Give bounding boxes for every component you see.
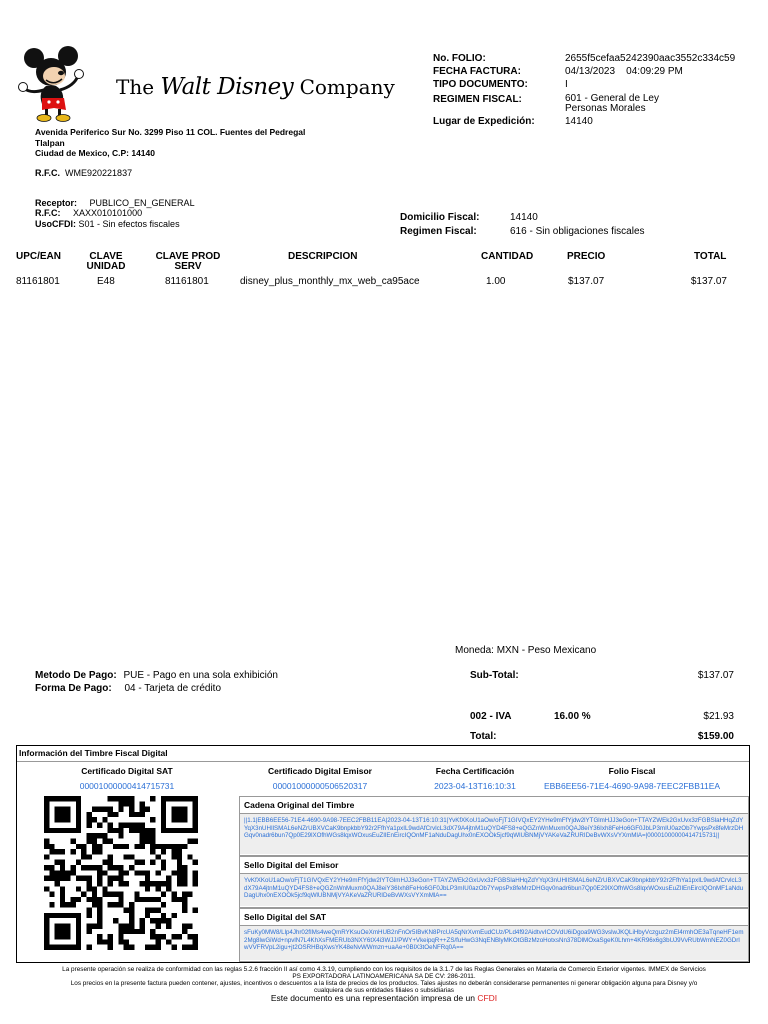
cert-emisor-value: 00001000000506520317 [272, 781, 368, 791]
sello-emisor-box [239, 856, 749, 908]
subtotal-value: $137.07 [697, 670, 734, 681]
fecha-cert-value: 2023-04-13T16:10:31 [434, 781, 516, 791]
regimen-receptor-value: 616 - Sin obligaciones fiscales [510, 226, 645, 237]
col-descripcion-header: DESCRIPCION [288, 251, 358, 262]
company-rfc: R.F.C. WME920221837 [35, 168, 133, 178]
uso-cfdi: UsoCFDI: S01 - Sin efectos fiscales [35, 219, 180, 229]
fecha-cert-label: Fecha Certificación [435, 766, 515, 776]
lugar-expedicion-value: 14140 [565, 116, 593, 127]
moneda: Moneda: MXN - Peso Mexicano [455, 645, 597, 656]
footer-line5: Este documento es una representación impresa de un CFDI [270, 993, 498, 1003]
qr-code-icon [44, 796, 198, 950]
sello-emisor-label: Sello Digital del Emisor [240, 857, 748, 874]
cadena-original-box [239, 796, 749, 856]
col-total-header: TOTAL [694, 251, 727, 262]
cert-emisor-label: Certificado Digital Emisor [268, 766, 372, 776]
iva-rate: 16.00 % [554, 711, 591, 722]
folio-value: 2655f5cefaa5242390aac3552c334c59 [565, 53, 736, 64]
footer-line2: PS EXPORTADORA LATINOAMERICANA SA DE CV: 286-2011. [292, 973, 476, 980]
row-total: $137.07 [690, 276, 727, 287]
folio-fiscal-value: EBB6EE56-71E4-4690-9A98-7EEC2FBB11EA [543, 781, 721, 791]
company-address-line3: Ciudad de Mexico, C.P: 14140 [35, 148, 155, 158]
row-upc: 81161801 [16, 276, 60, 287]
regimen-fiscal-label: REGIMEN FISCAL: [433, 94, 522, 105]
col-clave-unidad-header: CLAVE UNIDAD [86, 251, 126, 272]
fecha-label: FECHA FACTURA: [433, 66, 521, 77]
total-label: Total: [470, 731, 497, 742]
tipo-documento-label: TIPO DOCUMENTO: [433, 79, 528, 90]
row-cantidad: 1.00 [486, 276, 506, 287]
cadena-original-value: ||1.1|EBB6EE56-71E4-4690-9A98-7EEC2FBB11EA|2023-04-13T16:10:31|YvKfXKoU1aOw/oFjT1GIVQxEY2YHe9mFfYjdw2lYTGlmHJJ3eGon+TTAYZWEk2GxUvx3zFGBSlaHHqZdYYqX3nUHIlSMAL6eNZrUBXVCaK9bnpkbbY92r2FfhYa1pxIL9wdAfCrvlcL3dX79A4jtnM1uQYD4FS8+eQGZnWnMuxm0QAJ8eiY36Ixh8FeHo6GF0JbLP3mIU0azOb7YwpsPx8feMrzDHGqv0nadr6bun7Qp0E29lXOfhWGs8lqxWOxusEuZIlEnEircIQOnMF1aNduDagUhx0nEXOOk5jcf9qWlUBNMjVYAKeVaZRURIDeBvWXsVYXmMlA=|00001000000414715731|| [240, 814, 748, 854]
regimen-fiscal-value: 601 - General de Ley Personas Morales [565, 93, 659, 114]
mickey-icon [16, 46, 108, 124]
folio-fiscal-label: Folio Fiscal [608, 766, 656, 776]
timbre-fiscal-section [16, 745, 750, 963]
row-precio: $137.07 [568, 276, 605, 287]
cert-sat-label: Certificado Digital SAT [81, 766, 173, 776]
timbre-title: Información del Timbre Fiscal Digital [19, 748, 168, 758]
forma-pago: Forma De Pago: 04 - Tarjeta de crédito [35, 683, 222, 694]
sello-sat-box [239, 908, 749, 962]
tipo-documento-value: I [565, 79, 568, 90]
total-value: $159.00 [697, 731, 734, 742]
company-address-line1: Avenida Periferico Sur No. 3299 Piso 11 COL. Fuentes del Pedregal [35, 127, 306, 137]
sello-sat-label: Sello Digital del SAT [240, 909, 748, 926]
cfdi-link[interactable]: CFDI [477, 993, 498, 1003]
footer-line4: cualquiera de sus entidades filiales o subsidiarias [314, 987, 454, 994]
company-logo [16, 46, 395, 124]
row-descripcion: disney_plus_monthly_mx_web_ca95ace [240, 276, 420, 287]
cadena-original-label: Cadena Original del Timbre [240, 797, 748, 814]
metodo-pago: Metodo De Pago: PUE - Pago en una sola exhibición [35, 670, 278, 681]
domicilio-fiscal-value: 14140 [510, 212, 538, 223]
domicilio-fiscal-label: Domicilio Fiscal: [400, 212, 480, 223]
lugar-expedicion-label: Lugar de Expedición: [433, 116, 535, 127]
col-precio-header: PRECIO [567, 251, 606, 262]
company-logo-text: The Walt Disney Company [116, 74, 395, 100]
sello-emisor-value: YvKfXKoU1aOw/oFjT1GIVQxEY2YHe9mFfYjdw2lYTGlmHJJ3eGon+TTAYZWEk2GxUvx3zFGBSlaHHqZdYYqX3nUHIlSMAL6eNZrUBXVCaK9bnpkbbY92r2FfhYa1pxIL9wdAfCrvlcL3dX79A4jtnM1uQYD4FS8+eQGZnWnMuxm0QAJ8eiY36Ixh8FeHo6GF0JbLP3mIU0azOb7YwpsPx8feMrzDHGqv0nadr6bun7Qp0E29lXOfhWGs8lqxWOxusEuZIlEnEircIQOnMF1aNduDagUhx0nEXOOk5jcf9qWlUBNMjVYAKeVaZRURIDeBvWXsVYXmMlA== [240, 874, 748, 906]
fecha-value: 04/13/2023 04:09:29 PM [565, 66, 683, 77]
cert-sat-value: 00001000000414715731 [79, 781, 175, 791]
iva-value: $21.93 [703, 711, 734, 722]
footer-line1: La presente operación se realiza de conformidad con las reglas 5.2.6 fracción II así como 4.3.19, cumpliendo con los requisitos de la 3.1.7 de las Reglas Generales en Materia de Comercio Exterior vigentes. IMMEX de Servicios [62, 966, 706, 973]
regimen-receptor-label: Regimen Fiscal: [400, 226, 477, 237]
col-upc-header: UPC/EAN [16, 251, 62, 262]
subtotal-label: Sub-Total: [470, 670, 519, 681]
col-cantidad-header: CANTIDAD [481, 251, 534, 262]
folio-label: No. FOLIO: [433, 53, 486, 64]
receptor-rfc: R.F.C: XAXX010101000 [35, 208, 143, 218]
row-clave-prod: 81161801 [165, 276, 209, 287]
footer-line3: Los precios en la presente factura pueden contener, ajustes, incentivos o descuentos a la lista de precios de los productos. Tales ajustes no deberán considerarse permanentes ni generar obligación alguna para Disney y/o [70, 980, 698, 987]
iva-label: 002 - IVA [470, 711, 512, 722]
receptor: Receptor: PUBLICO_EN_GENERAL [35, 198, 195, 208]
sello-sat-value: sFuKy0MW8/Llp4Jhr02fIMs4weQmRYKsuOeXmHUB2nFnOr5IBvKN8PrcUA5qNrXvmEudCUz/PLd4f92AidtvvICOVdU6iDgoa9WG3vslwJKQLiHbyVczguz2mEl4rmhOE3aTqneHF1em2Mg8lwGiWd+npvlN7L4KhXsFMERUb3NXY6tX4i3WJJ/PWY+VkeipqR++ZS/fuHwG3NqENBlyMKOtGBzMzoHotxsNn378DlMOxaSgeK0Lhm+4KR96x6g3bUJ9VvRUbWmNEZ0GDrlwVVFRVpL2igu+jt2OSRHBqXwsYK48eNvWWmzn+uaAe+0BlX3tOeNFRq0A== [240, 926, 748, 960]
row-clave-unidad: E48 [97, 276, 115, 287]
company-address-line2: Tlalpan [35, 138, 65, 148]
col-clave-prod-header: CLAVE PROD SERV [155, 251, 221, 272]
